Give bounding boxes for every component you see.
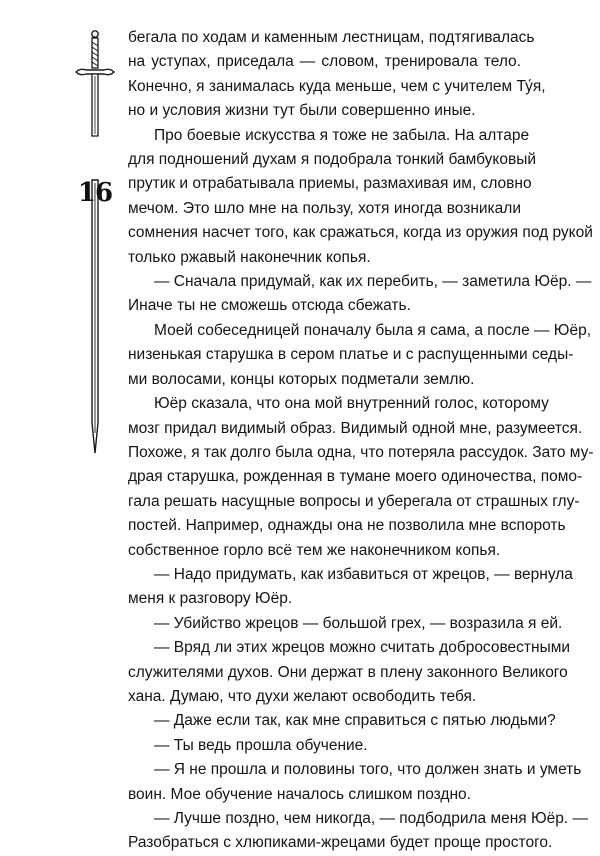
text-line: для подношений духам я подобрала тонкий бамбуковый: [128, 151, 537, 169]
text-line: — Убийство жрецов — большой грех, — возразила я ей.: [154, 614, 563, 632]
text-line: — Лучше поздно, чем никогда, — подбодрила меня Юёр. —: [154, 810, 588, 827]
text-line: низенькая старушка в сером платье и с распущенными седы-: [128, 346, 574, 364]
text-line: — Надо придумать, как избавиться от жрецов, — вернула: [154, 565, 573, 583]
text-line: Моей собеседницей поначалу была я сама, а после — Юёр,: [154, 321, 592, 339]
text-line: — Вряд ли этих жрецов можно считать добросовестными: [154, 639, 571, 657]
text-line: — Я не прошла и половины того, что должен знать и уметь: [154, 761, 582, 779]
text-line: Похоже, я так долго была одна, что потеряла рассудок. Зато му-: [128, 443, 594, 461]
text-line: служителями духов. Они держат в плену законного Великого: [128, 663, 568, 681]
text-line: Конечно, я занималась куда меньше, чем с учителем Ту́я,: [128, 77, 546, 95]
text-line: мечом. Это шло мне на пользу, хотя иногда возникали: [128, 199, 521, 217]
text-line: гала решать насущные вопросы и уберегала от страшных глу-: [128, 492, 580, 510]
text-line: — Даже если так, как мне справиться с пятью людьми?: [154, 712, 556, 730]
text-line: меня к разговору Юёр.: [128, 590, 293, 608]
text-line: Про боевые искусства я тоже не забыла. На алтаре: [154, 126, 530, 144]
text-line: Юёр сказала, что она мой внутренний голос, которому: [154, 395, 549, 413]
text-line: мозг придал видимый образ. Видимый одной мне, разумеется.: [128, 419, 583, 437]
text-line: ми волосами, концы которых подметали землю.: [128, 370, 475, 388]
text-line: постей. Например, однажды она не позволила мне вспороть: [128, 517, 566, 535]
text-line: но и условия жизни тут были совершенно иные.: [128, 102, 476, 120]
margin-ornament: [70, 28, 120, 458]
page-number: 16: [77, 178, 113, 208]
text-line: прутик и отрабатывала приемы, размахивая им, словно: [128, 175, 532, 193]
text-line: собственное горло всё тем же наконечником копья.: [128, 541, 501, 559]
text-line: Иначе ты не сможешь отсюда сбежать.: [128, 297, 411, 315]
text-line: Разобраться с хлюпиками-жрецами будет проще простого.: [128, 834, 553, 852]
text-line: — Ты ведь прошла обучение.: [154, 736, 368, 754]
text-line: только ржавый наконечник копья.: [128, 248, 371, 266]
text-line: хана. Думаю, что духи желают освободить тебя.: [128, 687, 477, 705]
body-text: [128, 26, 594, 856]
text-line: сомнения насчет того, как сражаться, когда из оружия под рукой: [128, 224, 593, 242]
sword-icon: [70, 28, 120, 458]
text-line: драя старушка, рожденная в тумане моего одиночества, помо-: [128, 468, 583, 486]
text-line: на уступах, приседала — словом, тренировала тело.: [128, 53, 521, 71]
text-line: — Сначала придумай, как их перебить, — заметила Юёр. —: [154, 273, 592, 291]
text-line: воин. Мое обучение началось слишком поздно.: [128, 785, 471, 803]
text-line: бегала по ходам и каменным лестницам, подтягивалась: [128, 29, 535, 46]
